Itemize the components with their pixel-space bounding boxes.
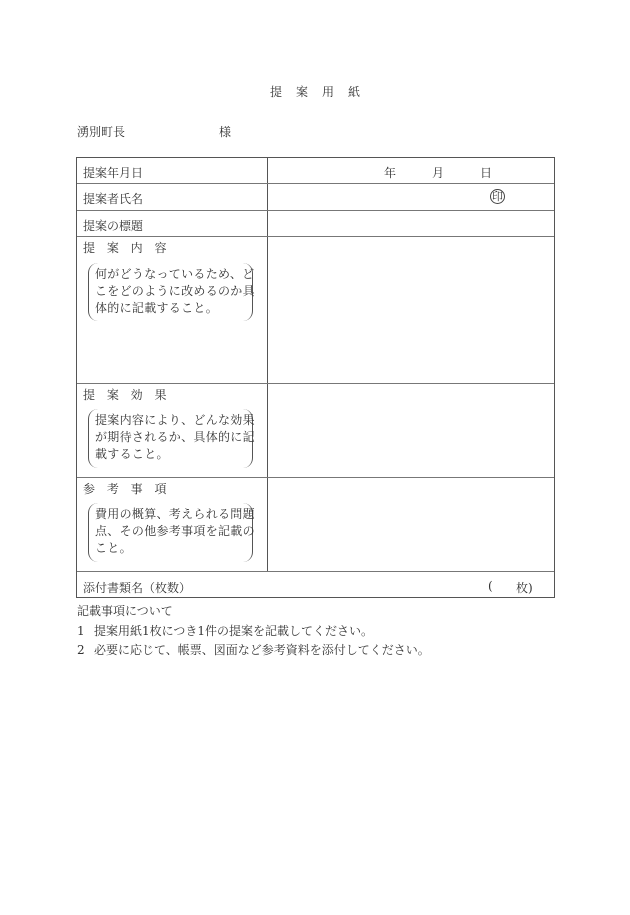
hint-proposal-content — [88, 263, 253, 321]
honorific: 様 — [219, 125, 232, 139]
count-open-paren: ( — [488, 579, 493, 593]
month-label: 月 — [432, 166, 445, 180]
day-label: 日 — [480, 166, 493, 180]
label-proposal-date: 提案年月日 — [83, 166, 144, 180]
label-reference-items: 参 考 事 項 — [83, 482, 171, 496]
hint-line: 点、その他参考事項を記載の — [95, 524, 255, 538]
hint-line: 体的に記載すること。 — [95, 301, 219, 315]
note-number: 2 — [77, 643, 85, 657]
label-attachments: 添付書類名（枚数） — [83, 581, 192, 595]
note-text: 必要に応じて、帳票、図面など参考資料を添付してください。 — [94, 643, 430, 657]
hint-line: 提案内容により、どんな効果 — [95, 413, 255, 427]
note-item-1 — [77, 622, 373, 639]
hint-line: 何がどうなっているため、ど — [95, 267, 255, 281]
label-proposal-effect: 提 案 効 果 — [83, 388, 171, 402]
notes-heading: 記載事項について — [77, 604, 173, 618]
count-unit: 枚) — [516, 581, 533, 595]
proposal-subject-field[interactable] — [268, 211, 555, 236]
hint-reference-items — [88, 503, 253, 562]
proposal-date-field[interactable] — [268, 158, 555, 183]
proposer-name-field[interactable] — [268, 184, 555, 210]
seal-icon: 印 — [492, 190, 503, 203]
note-number: 1 — [77, 624, 85, 638]
proposal-effect-field[interactable] — [268, 384, 555, 477]
page-title: 提案用紙 — [269, 85, 374, 99]
label-proposal-content: 提 案 内 容 — [83, 241, 171, 255]
proposal-content-field[interactable] — [268, 237, 555, 383]
hint-line: 載すること。 — [95, 447, 169, 461]
label-proposal-subject: 提案の標題 — [83, 219, 144, 233]
note-text: 提案用紙1枚につき1件の提案を記載してください。 — [94, 624, 374, 638]
note-item-2 — [77, 641, 430, 658]
addressee: 湧別町長 — [77, 125, 126, 139]
reference-items-field[interactable] — [268, 478, 555, 571]
hint-line: 費用の概算、考えられる問題 — [95, 507, 255, 521]
hint-line: が期待されるか、具体的に記 — [95, 430, 255, 444]
label-proposer-name: 提案者氏名 — [83, 192, 144, 206]
attachments-field[interactable] — [77, 572, 555, 598]
year-label: 年 — [384, 166, 397, 180]
hint-line: こをどのように改めるのか具 — [95, 284, 255, 298]
hint-line: こと。 — [95, 541, 132, 555]
proposal-form-table — [76, 157, 555, 598]
hint-proposal-effect — [88, 409, 253, 468]
